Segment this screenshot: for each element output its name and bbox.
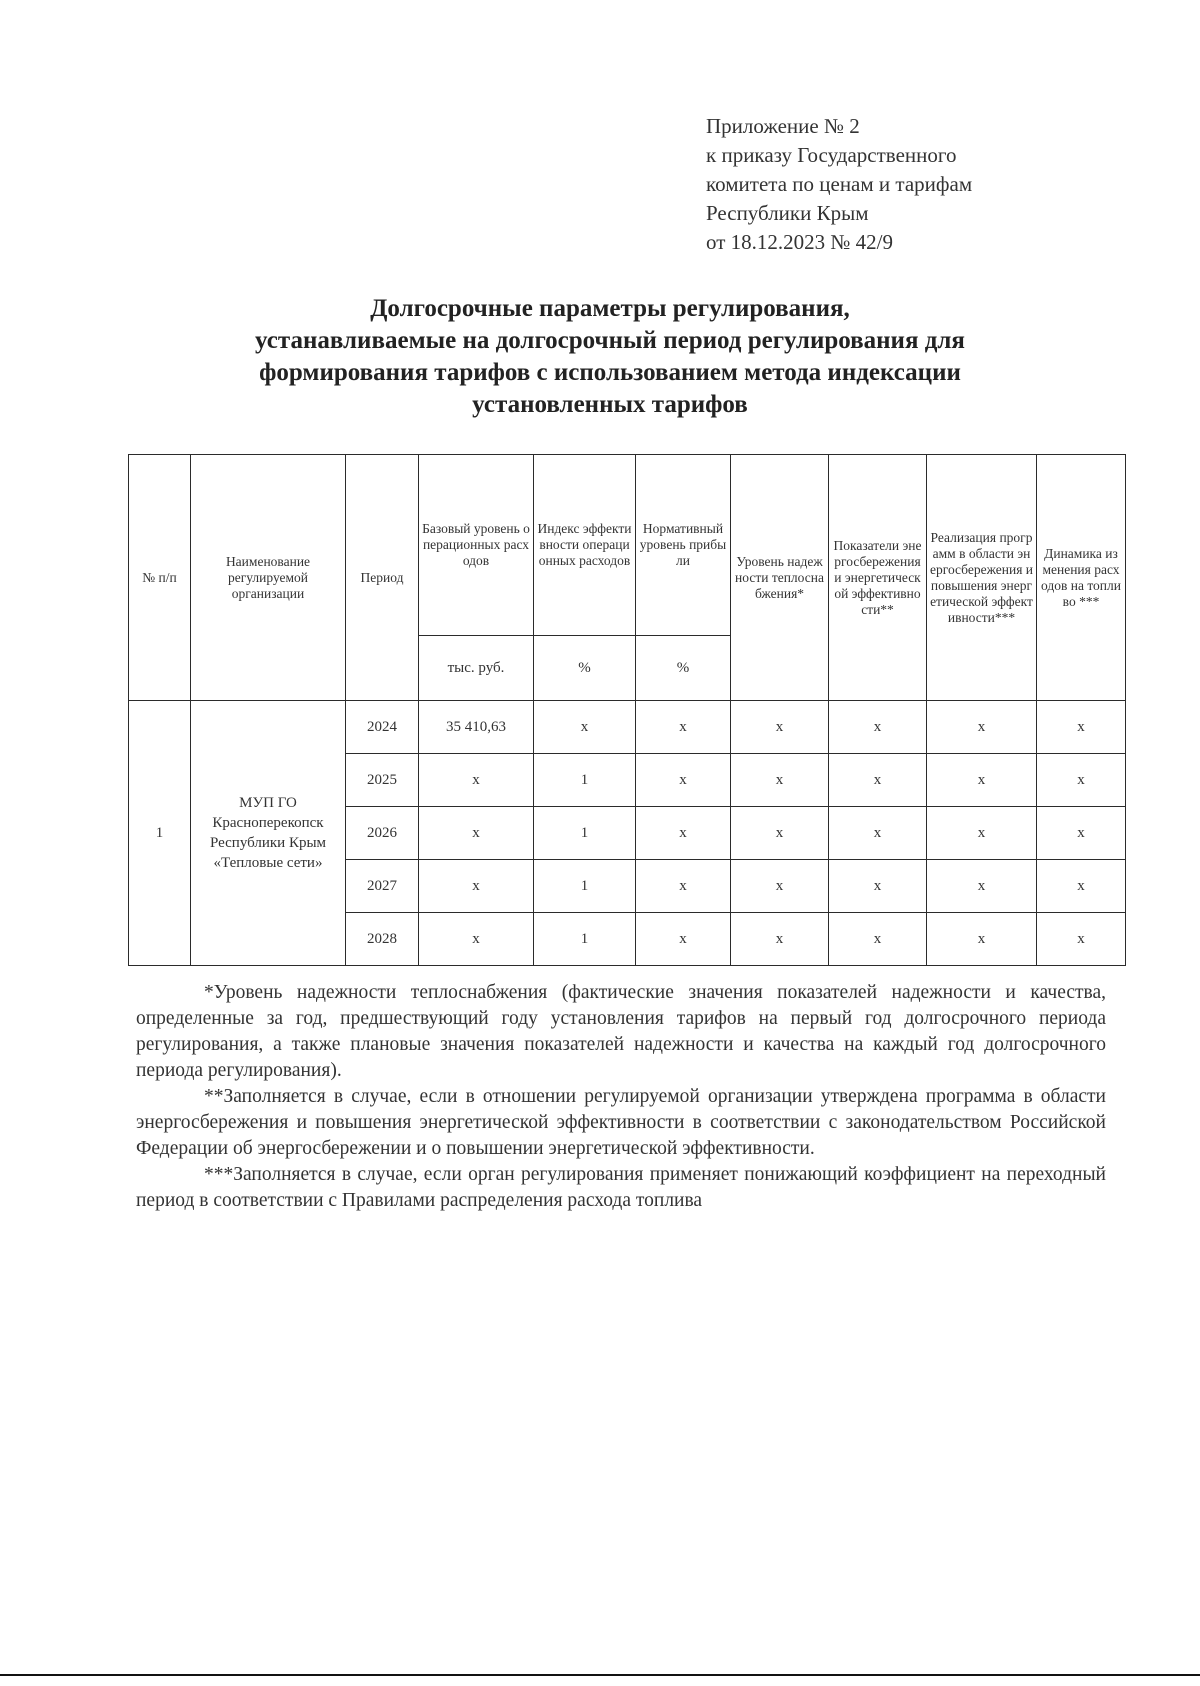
organization-name: МУП ГО Красноперекопск Республики Крым «Тепловые сети» (191, 701, 346, 966)
cell-efficiency-index: 1 (534, 754, 636, 807)
title-line: формирования тарифов с использованием метода индексации (259, 359, 961, 386)
footnote-reliability: *Уровень надежности теплоснабжения (фактические значения показателей надежности и качества, определенные за год, предшествующий году установления тарифов на первый год долгосрочного периода регулирования, а также плановые значения показателей надежности и качества на каждый год долгосрочного периода регулирования). (136, 982, 1106, 1081)
annex-line: Республики Крым (706, 201, 869, 225)
footnotes (136, 980, 1106, 1214)
header-row (129, 455, 1126, 636)
cell-reliability: x (731, 807, 829, 860)
parameters-table (128, 454, 1126, 966)
cell-program: x (927, 807, 1037, 860)
cell-efficiency-index: x (534, 701, 636, 754)
header-org: Наименование регулируемой организации (191, 455, 346, 701)
header-reliability: Уровень надежности теплоснабжения* (731, 455, 829, 701)
title-line: Долгосрочные параметры регулирования, (370, 295, 850, 322)
cell-program: x (927, 913, 1037, 966)
cell-reliability: x (731, 754, 829, 807)
cell-program: x (927, 860, 1037, 913)
cell-period: 2025 (346, 754, 419, 807)
cell-efficiency-index: 1 (534, 807, 636, 860)
cell-energy-saving: x (829, 754, 927, 807)
cell-fuel-dynamics: x (1037, 860, 1126, 913)
cell-profit-level: x (636, 860, 731, 913)
document-title (180, 293, 1040, 421)
header-fuel-dynamics: Динамика изменения расходов на топливо *** (1037, 455, 1126, 701)
annex-line: комитета по ценам и тарифам (706, 172, 973, 196)
unit-profit-level: % (636, 636, 731, 701)
header-program: Реализация программ в области энергосбережения и повышения энергетической эффективности*** (927, 455, 1037, 701)
cell-period: 2026 (346, 807, 419, 860)
annex-block (706, 112, 1126, 257)
footnote-fuel: ***Заполняется в случае, если орган регулирования применяет понижающий коэффициент на переходный период в соответствии с Правилами распределения расхода топлива (136, 1164, 1106, 1211)
header-profit-level: Нормативный уровень прибыли (636, 455, 731, 636)
cell-profit-level: x (636, 701, 731, 754)
unit-efficiency-index: % (534, 636, 636, 701)
header-efficiency-index: Индекс эффективности операционных расходов (534, 455, 636, 636)
annex-line: Приложение № 2 (706, 114, 860, 138)
cell-reliability: x (731, 860, 829, 913)
footnote-energy-saving: **Заполняется в случае, если в отношении регулируемой организации утверждена программа в области энергосбережения и повышения энергетической эффективности в соответствии с законодательством Российской Федерации об энергосбережении и о повышении энергетической эффективности. (136, 1086, 1106, 1159)
header-base-opex: Базовый уровень операционных расходов (419, 455, 534, 636)
cell-program: x (927, 701, 1037, 754)
cell-base-opex: x (419, 807, 534, 860)
annex-line: от 18.12.2023 № 42/9 (706, 230, 894, 254)
cell-energy-saving: x (829, 913, 927, 966)
cell-base-opex: 35 410,63 (419, 701, 534, 754)
header-energy-saving: Показатели энергосбережения и энергетической эффективности** (829, 455, 927, 701)
cell-fuel-dynamics: x (1037, 807, 1126, 860)
cell-profit-level: x (636, 754, 731, 807)
header-period: Период (346, 455, 419, 701)
title-line: устанавливаемые на долгосрочный период регулирования для (255, 327, 965, 354)
cell-period: 2028 (346, 913, 419, 966)
cell-program: x (927, 754, 1037, 807)
cell-profit-level: x (636, 913, 731, 966)
cell-base-opex: x (419, 860, 534, 913)
cell-reliability: x (731, 913, 829, 966)
cell-efficiency-index: 1 (534, 913, 636, 966)
title-line: установленных тарифов (472, 391, 748, 418)
cell-energy-saving: x (829, 807, 927, 860)
cell-fuel-dynamics: x (1037, 754, 1126, 807)
annex-line: к приказу Государственного (706, 143, 957, 167)
bottom-rule (0, 1674, 1200, 1676)
unit-base-opex: тыс. руб. (419, 636, 534, 701)
cell-energy-saving: x (829, 860, 927, 913)
cell-profit-level: x (636, 807, 731, 860)
row-number: 1 (129, 701, 191, 966)
cell-period: 2024 (346, 701, 419, 754)
cell-base-opex: x (419, 754, 534, 807)
cell-reliability: x (731, 701, 829, 754)
cell-fuel-dynamics: x (1037, 913, 1126, 966)
cell-period: 2027 (346, 860, 419, 913)
table-row (129, 701, 1126, 754)
header-num: № п/п (129, 455, 191, 701)
cell-base-opex: x (419, 913, 534, 966)
cell-efficiency-index: 1 (534, 860, 636, 913)
cell-fuel-dynamics: x (1037, 701, 1126, 754)
cell-energy-saving: x (829, 701, 927, 754)
